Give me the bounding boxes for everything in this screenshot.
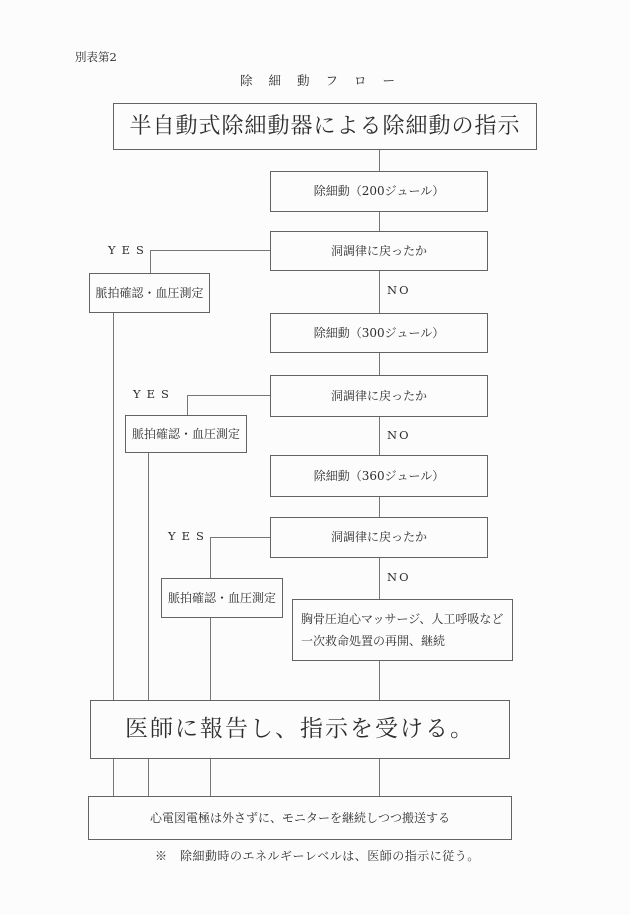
cpr-label-line1: 胸骨圧迫心マッサージ、人工呼吸など: [301, 612, 504, 626]
cpr-node: [292, 599, 513, 661]
pulse-check-node-3: [161, 578, 283, 618]
connector-yes3-horizontal: [210, 537, 270, 538]
transport-label: 心電図電極は外さずに、モニターを継続しつつ搬送する: [149, 810, 450, 825]
sinus-check-1-label: 洞調律に戻ったか: [330, 243, 427, 258]
corner-label: 別表第2: [75, 50, 117, 64]
no-label-3: NO: [387, 570, 411, 584]
connector-yes3-drop: [210, 537, 211, 579]
no-label-1: NO: [387, 283, 411, 297]
connector-yes2-drop: [187, 395, 188, 416]
transport-node: [88, 796, 512, 840]
sinus-check-3-label: 洞調律に戻ったか: [330, 530, 427, 544]
sinus-check-node-2: [270, 375, 488, 417]
start-node: [113, 103, 537, 150]
cpr-label-line2: 一次救命処置の再開、継続: [301, 634, 446, 648]
defib-360-label: 除細動（360ジュール）: [313, 468, 445, 483]
pulse-check-1-label: 脈拍確認・血圧測定: [95, 285, 204, 300]
pulse-check-2-label: 脈拍確認・血圧測定: [131, 426, 240, 441]
defib-200-node: [270, 171, 488, 212]
pulse-check-node-2: [125, 415, 247, 453]
start-node-label: 半自動式除細動器による除細動の指示: [129, 113, 521, 139]
yes-label-2: YES: [133, 387, 175, 401]
defib-300-node: [270, 313, 488, 353]
defib-300-label: 除細動（300ジュール）: [313, 325, 445, 340]
footnote: ※ 除細動時のエネルギーレベルは、医師の指示に従う。: [155, 849, 480, 863]
connector-yes1-drop: [150, 250, 151, 273]
no-label-2: NO: [387, 428, 411, 442]
sinus-check-node-1: [270, 231, 488, 271]
page-title: 除細動フロー: [240, 73, 412, 88]
pulse-check-node-1: [89, 273, 210, 313]
yes-label-1: YES: [108, 243, 150, 257]
sinus-check-2-label: 洞調律に戻ったか: [330, 388, 427, 403]
sinus-check-node-3: [270, 517, 488, 558]
connector-yes1-horizontal: [150, 250, 270, 251]
connector-yes2-horizontal: [187, 395, 270, 396]
report-label: 医師に報告し、指示を受ける。: [125, 716, 475, 743]
yes-label-3: YES: [168, 529, 210, 543]
report-node: [90, 700, 510, 759]
pulse-check-3-label: 脈拍確認・血圧測定: [167, 590, 276, 605]
defib-200-label: 除細動（200ジュール）: [313, 184, 445, 198]
defib-360-node: [270, 455, 488, 497]
